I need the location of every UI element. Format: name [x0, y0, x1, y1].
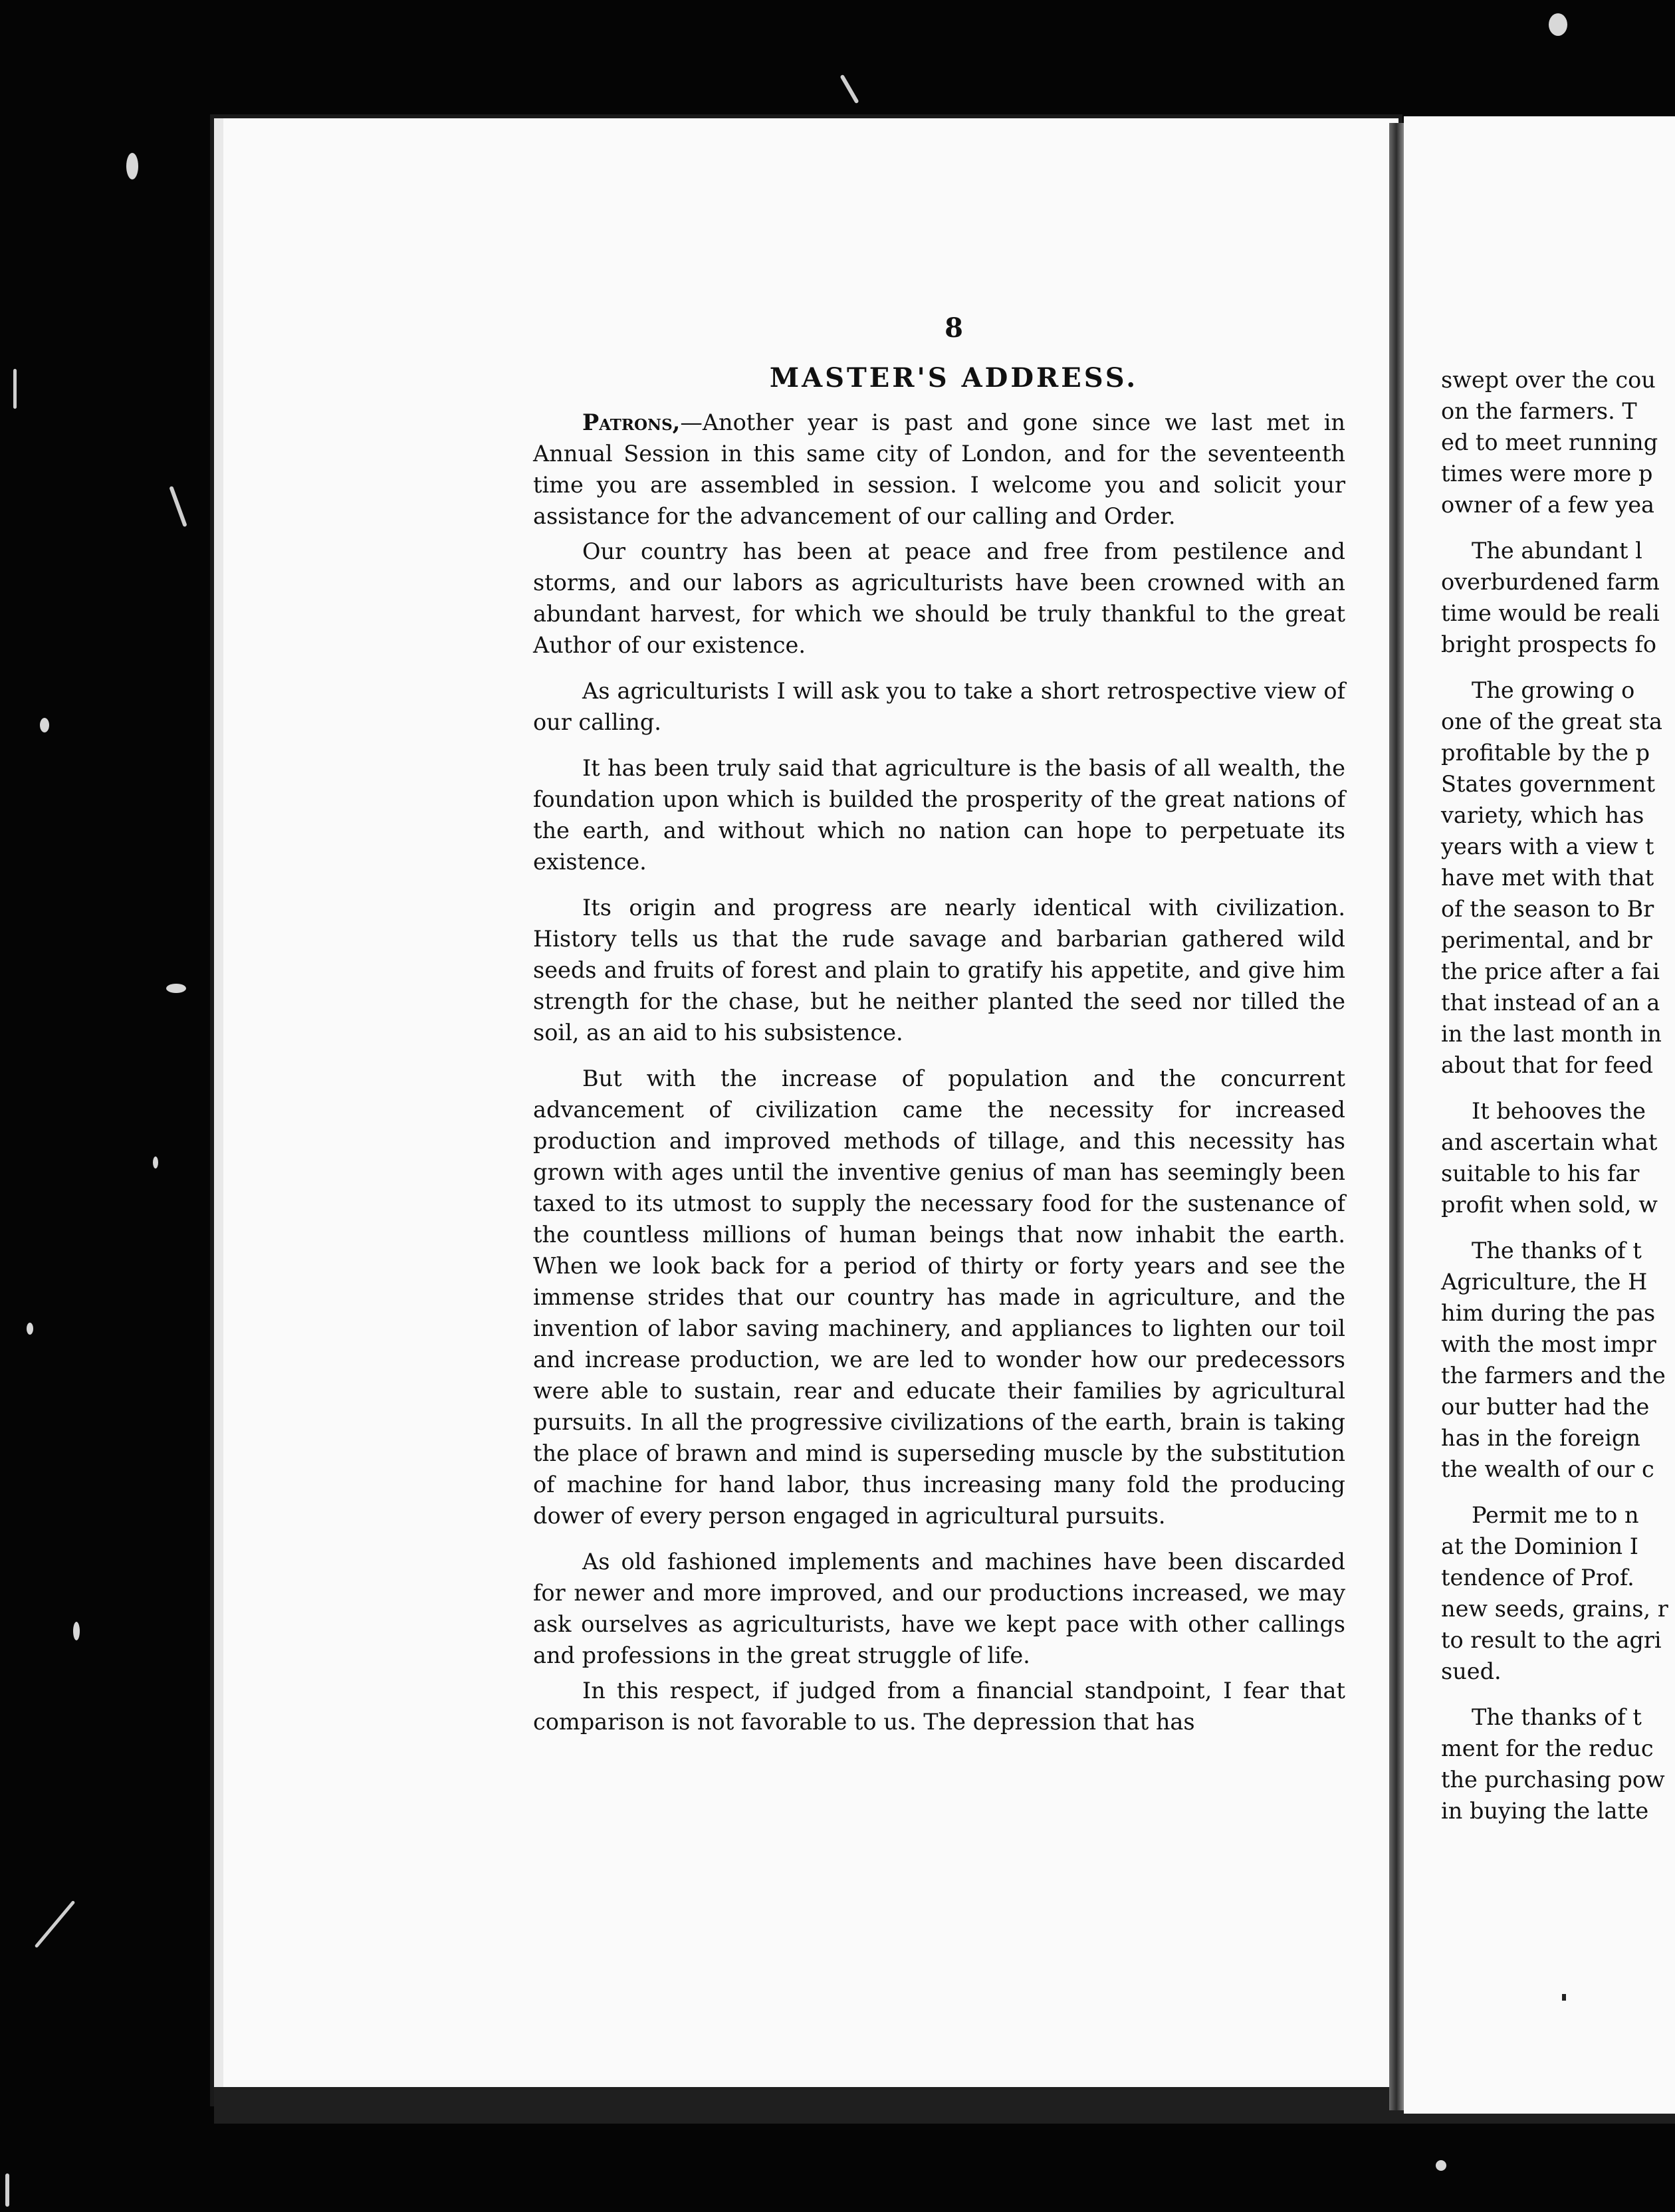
paragraph: As agriculturists I will ask you to take a short retrospective view of our calling.	[533, 678, 1345, 735]
paragraph-gap	[1441, 520, 1675, 535]
paragraph	[533, 407, 1345, 532]
right-page-line: profitable by the p	[1441, 740, 1650, 766]
scratch-mark	[839, 74, 859, 104]
right-page-line: in buying the latte	[1441, 1798, 1649, 1824]
right-page-line: at the Dominion I	[1441, 1533, 1639, 1559]
right-page-line: ment for the reduc	[1441, 1735, 1654, 1761]
right-page-line: perimental, and br	[1441, 927, 1652, 953]
scratch-mark	[169, 486, 187, 527]
scratch-mark	[5, 2173, 9, 2207]
right-page-line: States government	[1441, 771, 1656, 797]
right-page-line: The thanks of t	[1472, 1704, 1642, 1730]
scratch-mark	[35, 1900, 76, 1948]
paragraph-gap	[1441, 1485, 1675, 1499]
paragraph: It has been truly said that agriculture is the basis of all wealth, the foundation upon which is builded the prosperity of the great nations of the earth, and without which no nation can hope to perpetuate its existence.	[533, 755, 1345, 875]
right-page-line: to result to the agri	[1441, 1627, 1662, 1653]
paragraph: Its origin and progress are nearly identical with civilization. History tells us that the rude savage and barbarian gathered wild seeds and fruits of forest and plain to gratify his appetite, and give him strength for the chase, but he neither planted the seed nor tilled the soil, as an aid to his subsistence.	[533, 895, 1345, 1046]
right-page-line: him during the pas	[1441, 1300, 1656, 1326]
dust-speck	[27, 1323, 33, 1335]
right-page-line: the purchasing pow	[1441, 1767, 1665, 1793]
right-page-line: and ascertain what	[1441, 1129, 1658, 1155]
right-page-line: sued.	[1441, 1658, 1502, 1684]
dust-speck	[73, 1622, 80, 1640]
right-page-line: Permit me to n	[1472, 1502, 1639, 1528]
right-page-line: It behooves the	[1472, 1098, 1646, 1124]
right-page-line: the farmers and the	[1441, 1363, 1666, 1388]
dust-speck	[153, 1157, 158, 1168]
right-page-line: swept over the cou	[1441, 367, 1656, 393]
right-page-line: new seeds, grains, r	[1441, 1596, 1668, 1622]
right-page-line: about that for feed	[1441, 1052, 1654, 1078]
paragraph-gap	[1441, 1081, 1675, 1095]
right-page-line: The thanks of t	[1472, 1238, 1642, 1264]
page-number: 8	[945, 312, 963, 344]
right-page-line: ed to meet running	[1441, 429, 1658, 455]
dust-speck	[1436, 2160, 1446, 2171]
salutation: Patrons,	[582, 409, 681, 435]
paragraph: In this respect, if judged from a financial standpoint, I fear that comparison is not favorable to us. The depression that has	[533, 1678, 1345, 1735]
paragraph-gap	[1441, 1687, 1675, 1702]
ink-dot	[1562, 1994, 1566, 2001]
dust-speck	[40, 718, 49, 732]
right-page-line: that instead of an a	[1441, 990, 1660, 1016]
right-page-line: in the last month in	[1441, 1021, 1662, 1047]
right-page-line: years with a view t	[1441, 833, 1654, 859]
right-page-line: one of the great sta	[1441, 709, 1662, 734]
paragraph: But with the increase of population and the concurrent advancement of civilization came the necessity for increased production and improved methods of tillage, and this necessity has grown with ages until the inventive genius of man has seemingly been taxed to its utmost to supply the necessary food for the sustenance of the countless millions of human beings that now inhabit the earth. When we look back for a period of thirty or forty years and see the immense strides that our country has made in agriculture, and the invention of labor saving machinery, and appliances to lighten our toil and increase production, we are led to wonder how our predecessors were able to sustain, rear and educate their families by agricultural pursuits. In all the progressive civilizations of the earth, brain is taking the place of brawn and mind is superseding muscle by the substitution of machine for hand labor, thus increasing many fold the producing dower of every person engaged in agricultural pursuits.	[533, 1065, 1345, 1529]
dust-speck	[1549, 13, 1567, 36]
paragraph-text: —Another year is past and gone since we last met in Annual Session in this same city of London, and for the seventeenth time you are assembled in session. I welcome you and solicit your assistance for the advancement of our calling and Order.	[533, 409, 1345, 529]
right-page-line: tendence of Prof.	[1441, 1565, 1634, 1591]
paragraph: Our country has been at peace and free from pestilence and storms, and our labors as agriculturists have been crowned with an abundant harvest, for which we should be truly thankful to the great Author of our existence.	[533, 538, 1345, 658]
right-page-line: the wealth of our c	[1441, 1456, 1654, 1482]
right-page-line: Agriculture, the H	[1441, 1269, 1648, 1295]
right-page-line: overburdened farm	[1441, 569, 1660, 595]
paragraph-gap	[1441, 1220, 1675, 1235]
dust-speck	[126, 153, 138, 179]
right-page-line: bright prospects fo	[1441, 631, 1657, 657]
right-page-line: variety, which has	[1441, 802, 1644, 828]
scratch-mark	[13, 369, 17, 409]
right-page-line: profit when sold, w	[1441, 1192, 1658, 1218]
paragraph: As old fashioned implements and machines have been discarded for newer and more improved, and our productions increased, we may ask ourselves as agriculturists, have we kept pace with other callings and professions in the great struggle of life.	[533, 1549, 1345, 1668]
page-title: MASTER'S ADDRESS.	[769, 362, 1139, 393]
right-page-line: The growing o	[1472, 677, 1635, 703]
dust-speck	[166, 984, 186, 993]
right-page-text	[1441, 364, 1675, 1826]
paragraph-gap	[1441, 660, 1675, 675]
right-page-line: our butter had the	[1441, 1394, 1650, 1420]
right-page-line: time would be reali	[1441, 600, 1660, 626]
right-page-line: The abundant l	[1472, 538, 1642, 564]
right-page-line: the price after a fai	[1441, 958, 1660, 984]
right-page-line: with the most impr	[1441, 1331, 1656, 1357]
right-page-line: has in the foreign	[1441, 1425, 1640, 1451]
right-page-line: times were more p	[1441, 461, 1653, 487]
address-text	[533, 407, 1345, 1752]
right-page-line: of the season to Br	[1441, 896, 1654, 922]
right-page-line: owner of a few yea	[1441, 492, 1655, 518]
right-page-line: have met with that	[1441, 865, 1654, 891]
right-page-line: suitable to his far	[1441, 1161, 1640, 1186]
book-gutter	[1389, 123, 1404, 2110]
right-page-line: on the farmers. T	[1441, 398, 1637, 424]
